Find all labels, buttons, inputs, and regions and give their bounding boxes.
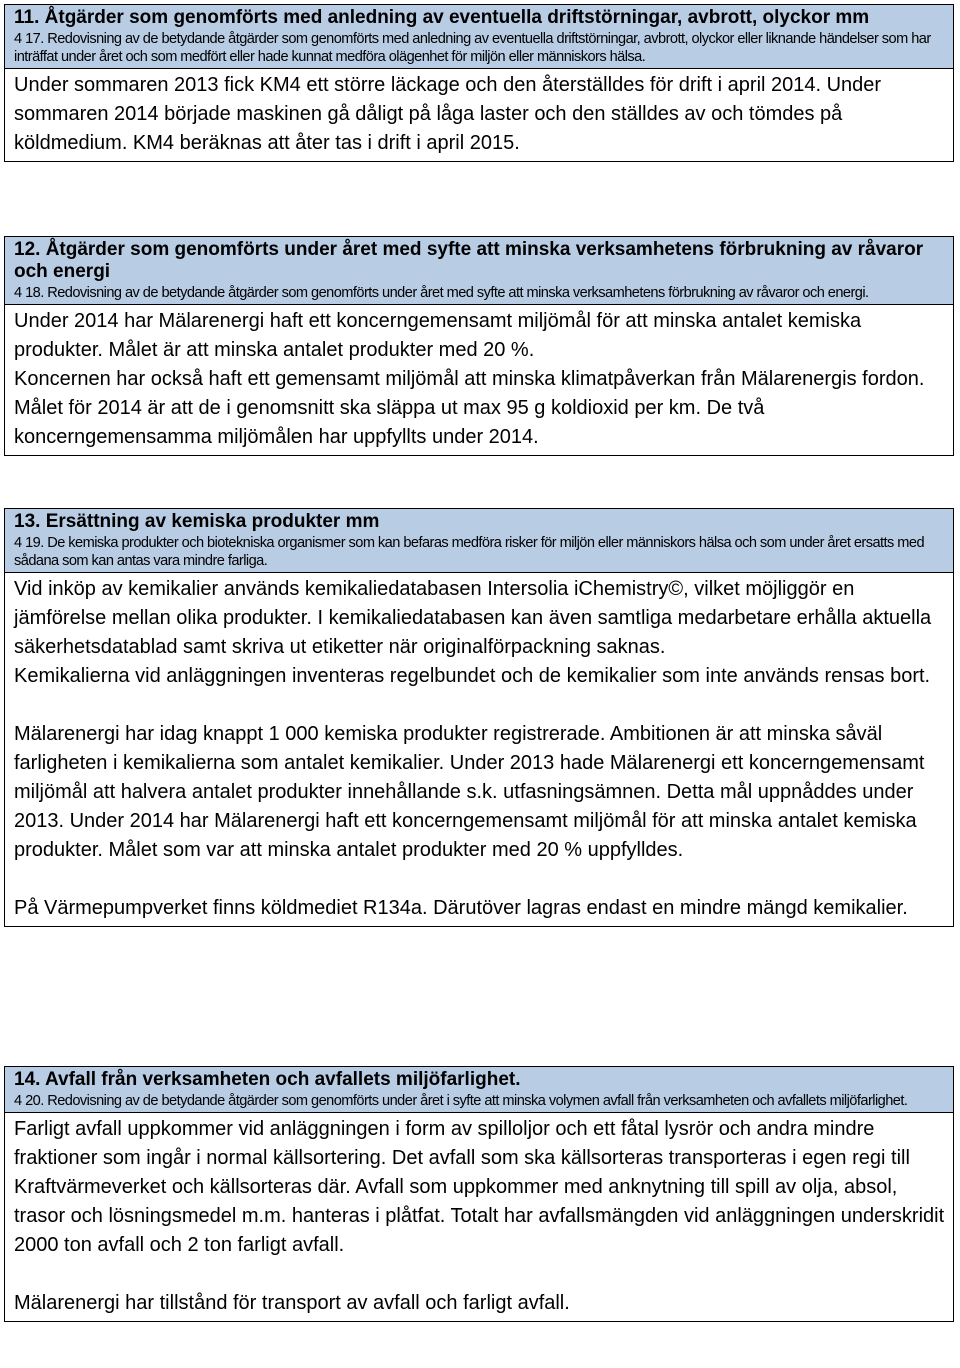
section-14-header [5,1067,953,1113]
section-11 [4,4,954,162]
section-12-header [5,237,953,305]
section-12-paragraph: Under 2014 har Mälarenergi haft ett koncerngemensamt miljömål för att minska antalet kemiska produkter. Målet är att minska antalet produkter med 20 %. [14,310,862,361]
section-14-paragraph: Farligt avfall uppkommer vid anläggningen i form av spilloljor och ett fåtal lysrör och andra mindre fraktioner som ingår i normal källsortering. Det avfall som ska källsorteras transporteras i egen regi till Kraftvärmeverket och källsorteras där. Avfall som uppkommer med anknytning till spill av olja, absol, trasor och lösningsmedel m.m. hanteras i plåtfat. Totalt har avfallsmängden vid anläggningen underskridit 2000 ton avfall och 2 ton farligt avfall. [14,1118,945,1256]
section-12-subtitle: 4 18. Redovisning av de betydande åtgärder som genomförts under året med syfte att minska verksamhetens förbrukning av råvaror och energi. [14,285,869,301]
section-11-body [5,69,953,161]
section-13-subtitle: 4 19. De kemiska produkter och biotekniska organismer som kan befaras medföra risker för miljön eller människors hälsa och som under året ersatts med sådana som kan antas vara mindre farliga. [14,535,925,569]
section-12 [4,236,954,456]
section-12-paragraph: Koncernen har också haft ett gemensamt miljömål att minska klimatpåverkan från Mälarenergis fordon. Målet för 2014 är att de i genomsnitt ska släppa ut max 95 g koldioxid per km. De två koncerngemensamma miljömålen har uppfyllts under 2014. [14,368,925,448]
section-13-title: 13. Ersättning av kemiska produkter mm [14,511,380,532]
section-14-subtitle: 4 20. Redovisning av de betydande åtgärder som genomförts under året i syfte att minska volymen avfall från verksamheten och avfallets miljöfarlighet. [14,1093,908,1109]
section-13-paragraph: Mälarenergi har idag knappt 1 000 kemiska produkter registrerade. Ambitionen är att minska såväl farligheten i kemikalierna som antalet kemikalier. Under 2013 hade Mälarenergi ett koncerngemensamt miljömål att halvera antalet produkter innehållande s.k. utfasningsämnen. Detta mål uppnåddes under 2013. Under 2014 har Mälarenergi haft ett koncerngemensamt miljömål för att minska antalet kemiska produkter. Målet som var att minska antalet produkter med 20 % uppfylldes. [14,723,925,861]
section-13-paragraph: Kemikalierna vid anläggningen inventeras regelbundet och de kemikalier som inte används rensas bort. [14,665,931,687]
section-11-header [5,5,953,69]
section-13-paragraph: På Värmepumpverket finns köldmediet R134a. Därutöver lagras endast en mindre mängd kemikalier. [14,897,908,919]
section-11-subtitle: 4 17. Redovisning av de betydande åtgärder som genomförts med anledning av eventuella driftstörningar, avbrott, olyckor eller liknande händelser som har inträffat under året och som medfört eller hade kunnat medföra olägenhet för miljön eller människors hälsa. [14,31,931,65]
section-13-header [5,509,953,573]
section-13 [4,508,954,927]
section-13-body [5,573,953,926]
section-12-title: 12. Åtgärder som genomförts under året med syfte att minska verksamhetens förbrukning av råvaror och energi [14,239,924,282]
section-11-paragraph: Under sommaren 2013 fick KM4 ett större läckage och den återställdes för drift i april 2014. Under sommaren 2014 började maskinen gå dåligt på låga laster och den ställdes av och tömdes på köldmedium. KM4 beräknas att åter tas i drift i april 2015. [14,74,882,154]
section-14-body [5,1113,953,1321]
section-14-paragraph: Mälarenergi har tillstånd för transport av avfall och farligt avfall. [14,1292,570,1314]
section-14 [4,1066,954,1322]
section-14-title: 14. Avfall från verksamheten och avfallets miljöfarlighet. [14,1069,521,1090]
section-11-title: 11. Åtgärder som genomförts med anledning av eventuella driftstörningar, avbrott, olyckor mm [14,7,870,28]
section-12-body [5,305,953,455]
section-13-paragraph: Vid inköp av kemikalier används kemikaliedatabasen Intersolia iChemistry©, vilket möjliggör en jämförelse mellan olika produkter. I kemikaliedatabasen kan även samtliga medarbetare erhålla aktuella säkerhetsdatablad samt skriva ut etiketter när originalförpackning saknas. [14,578,932,658]
